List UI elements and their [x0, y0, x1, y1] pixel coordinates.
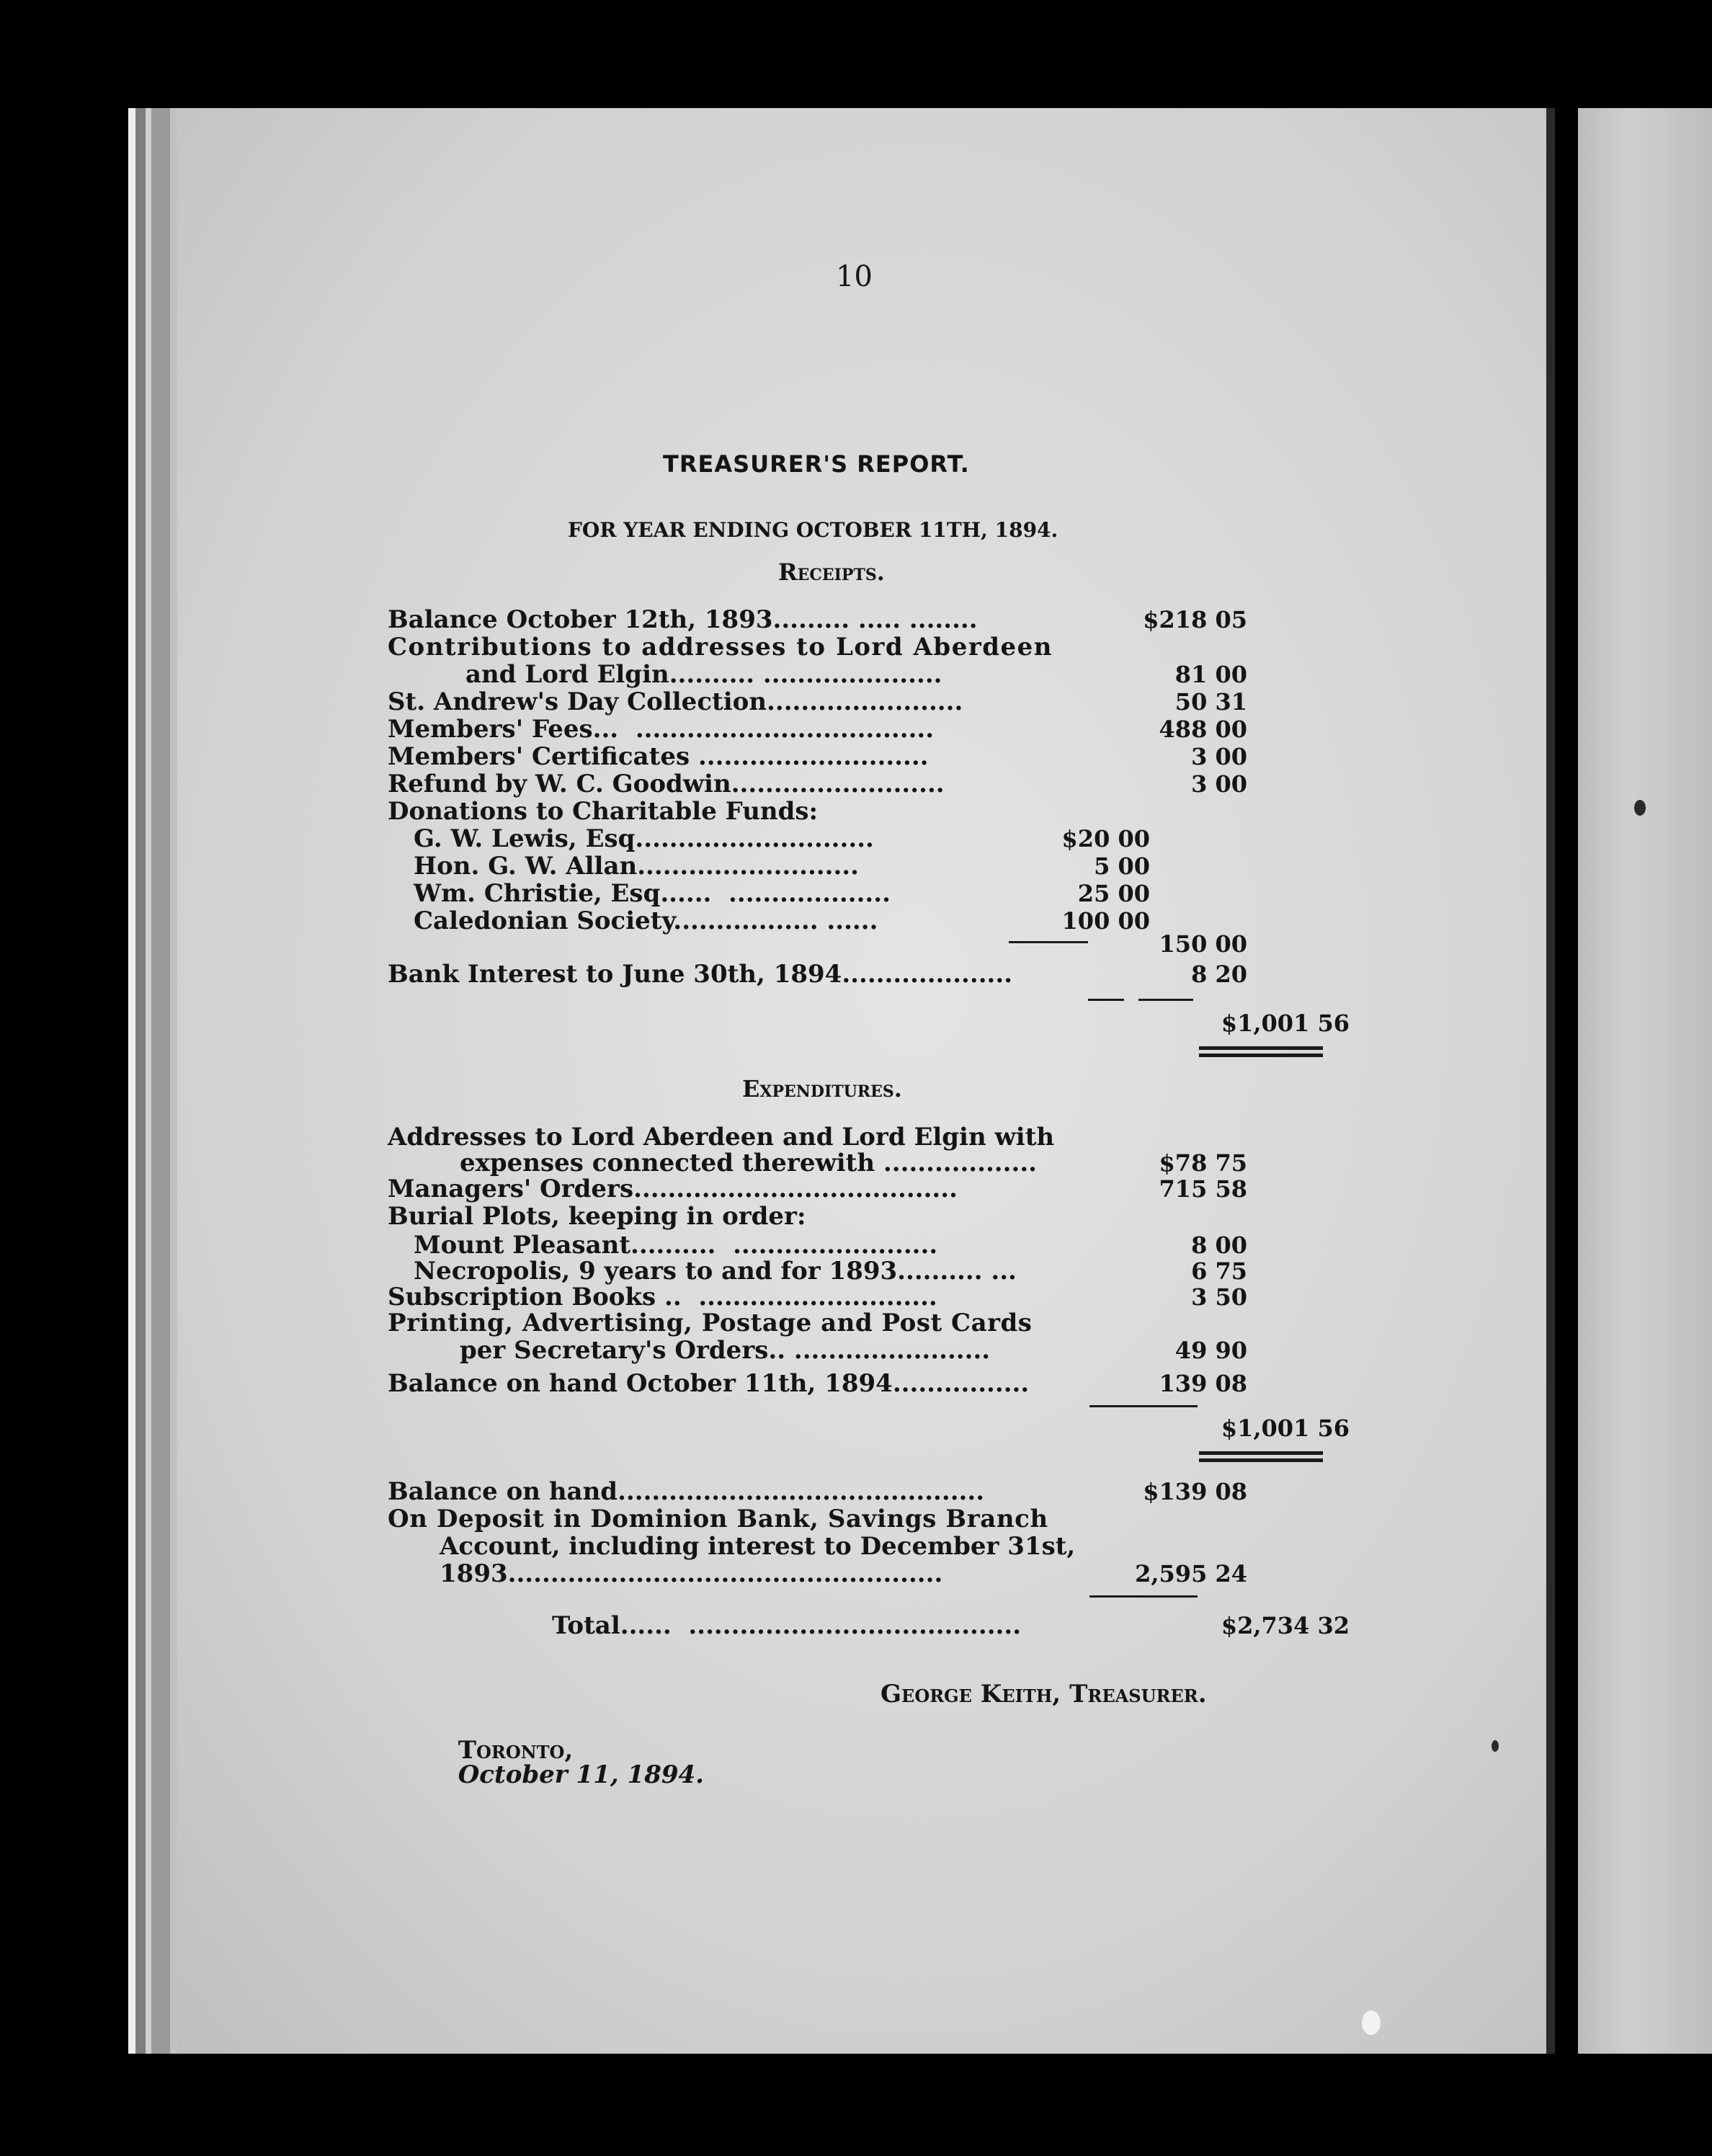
receipt-amount: 3 00 — [1191, 743, 1247, 770]
expense-label: Necropolis, 9 years to and for 1893.......... ... — [414, 1257, 1017, 1286]
facing-page — [1578, 108, 1712, 2054]
column-rule — [1138, 999, 1193, 1001]
receipt-label: Contributions to addresses to Lord Aberdeen — [388, 633, 1053, 662]
page-edge — [146, 108, 151, 2054]
receipt-amount: 100 00 — [1061, 907, 1150, 935]
receipt-amount: 3 00 — [1191, 770, 1247, 798]
receipt-label: Members' Certificates ........................... — [388, 742, 929, 771]
balance-total: $2,734 32 — [1221, 1612, 1350, 1639]
subtotal-rule — [1009, 941, 1088, 943]
receipt-label: Bank Interest to June 30th, 1894.................... — [388, 960, 1013, 989]
page-edge — [135, 108, 146, 2054]
receipt-label: Refund by W. C. Goodwin......................... — [388, 770, 945, 798]
balance-total-label: Total...... ....................................... — [552, 1611, 1022, 1640]
expense-label: Burial Plots, keeping in order: — [388, 1202, 806, 1231]
expenditures-heading: Expenditures. — [742, 1075, 902, 1102]
receipt-amount: 81 00 — [1174, 661, 1247, 688]
expense-amount: 8 00 — [1191, 1231, 1247, 1259]
balance-amount: $139 08 — [1143, 1478, 1247, 1505]
receipt-amount: 150 00 — [1159, 930, 1247, 958]
report-date: October 11, 1894. — [458, 1760, 704, 1789]
scan-speck — [1634, 800, 1646, 816]
page-edge — [170, 108, 177, 2054]
expenditures-total: $1,001 56 — [1221, 1415, 1350, 1442]
receipt-label: Donations to Charitable Funds: — [388, 797, 819, 826]
expense-label: Managers' Orders...................................... — [388, 1175, 958, 1203]
receipt-amount: $20 00 — [1061, 825, 1150, 852]
expense-label: Subscription Books .. ............................ — [388, 1283, 937, 1311]
expense-label: Addresses to Lord Aberdeen and Lord Elgin with — [388, 1123, 1055, 1152]
receipt-amount: 25 00 — [1077, 880, 1150, 907]
scan-speck — [1362, 2010, 1381, 2035]
column-rule — [1089, 1595, 1198, 1598]
receipts-heading: Receipts. — [778, 558, 885, 586]
expense-amount: 139 08 — [1159, 1370, 1247, 1397]
expense-label: per Secretary's Orders.. ....................... — [460, 1336, 991, 1365]
expense-label: Printing, Advertising, Postage and Post Cards — [388, 1309, 1033, 1337]
total-double-rule — [1199, 1451, 1323, 1455]
receipt-label: Balance October 12th, 1893......... ..... ........ — [388, 605, 978, 634]
receipt-label: St. Andrew's Day Collection....................... — [388, 687, 963, 716]
balance-label: 1893................................................... — [440, 1559, 943, 1588]
column-rule — [1089, 1405, 1198, 1407]
expense-label: Mount Pleasant.......... ........................ — [414, 1231, 938, 1260]
expense-amount: 3 50 — [1191, 1283, 1247, 1311]
expense-amount: 49 90 — [1174, 1337, 1247, 1364]
balance-label: On Deposit in Dominion Bank, Savings Branch — [388, 1505, 1048, 1533]
receipt-amount: $218 05 — [1143, 606, 1247, 633]
receipt-label: Members' Fees... ................................... — [388, 715, 935, 744]
receipt-amount: 8 20 — [1191, 961, 1247, 988]
expense-amount: 6 75 — [1191, 1257, 1247, 1285]
receipt-label: Caledonian Society................. ...... — [414, 906, 878, 935]
receipts-total: $1,001 56 — [1221, 1010, 1350, 1037]
page-edge — [128, 108, 135, 2054]
receipt-amount: 5 00 — [1094, 852, 1150, 880]
expense-label: Balance on hand October 11th, 1894................ — [388, 1369, 1030, 1398]
balance-label: Balance on hand........................................... — [388, 1477, 985, 1506]
column-rule — [1088, 999, 1124, 1001]
place-date — [441, 1714, 704, 1787]
total-double-rule — [1199, 1046, 1323, 1050]
expense-amount: 715 58 — [1159, 1175, 1247, 1203]
page-number: 10 — [836, 260, 873, 293]
receipt-label: Hon. G. W. Allan.......................... — [414, 852, 859, 881]
balance-label: Account, including interest to December 31st, — [440, 1532, 1076, 1561]
place-city: Toronto, — [458, 1736, 574, 1765]
receipt-label: and Lord Elgin.......... ..................... — [465, 660, 942, 689]
treasurer-signature: George Keith, Treasurer. — [880, 1680, 1207, 1709]
receipt-amount: 488 00 — [1159, 716, 1247, 743]
expense-label: expenses connected therewith .................. — [460, 1149, 1037, 1177]
total-double-rule — [1199, 1054, 1323, 1057]
page-edge — [151, 108, 170, 2054]
receipt-amount: 50 31 — [1174, 688, 1247, 716]
report-subtitle: FOR YEAR ENDING OCTOBER 11TH, 1894. — [568, 518, 1058, 542]
balance-amount: 2,595 24 — [1135, 1560, 1247, 1587]
receipt-label: Wm. Christie, Esq...... ................... — [414, 879, 891, 908]
total-double-rule — [1199, 1458, 1323, 1462]
receipt-label: G. W. Lewis, Esq............................ — [414, 824, 874, 853]
expense-amount: $78 75 — [1159, 1149, 1247, 1177]
report-title: TREASURER'S REPORT. — [663, 450, 970, 478]
book-gutter — [1546, 108, 1555, 2054]
scan-speck — [1492, 1740, 1499, 1752]
